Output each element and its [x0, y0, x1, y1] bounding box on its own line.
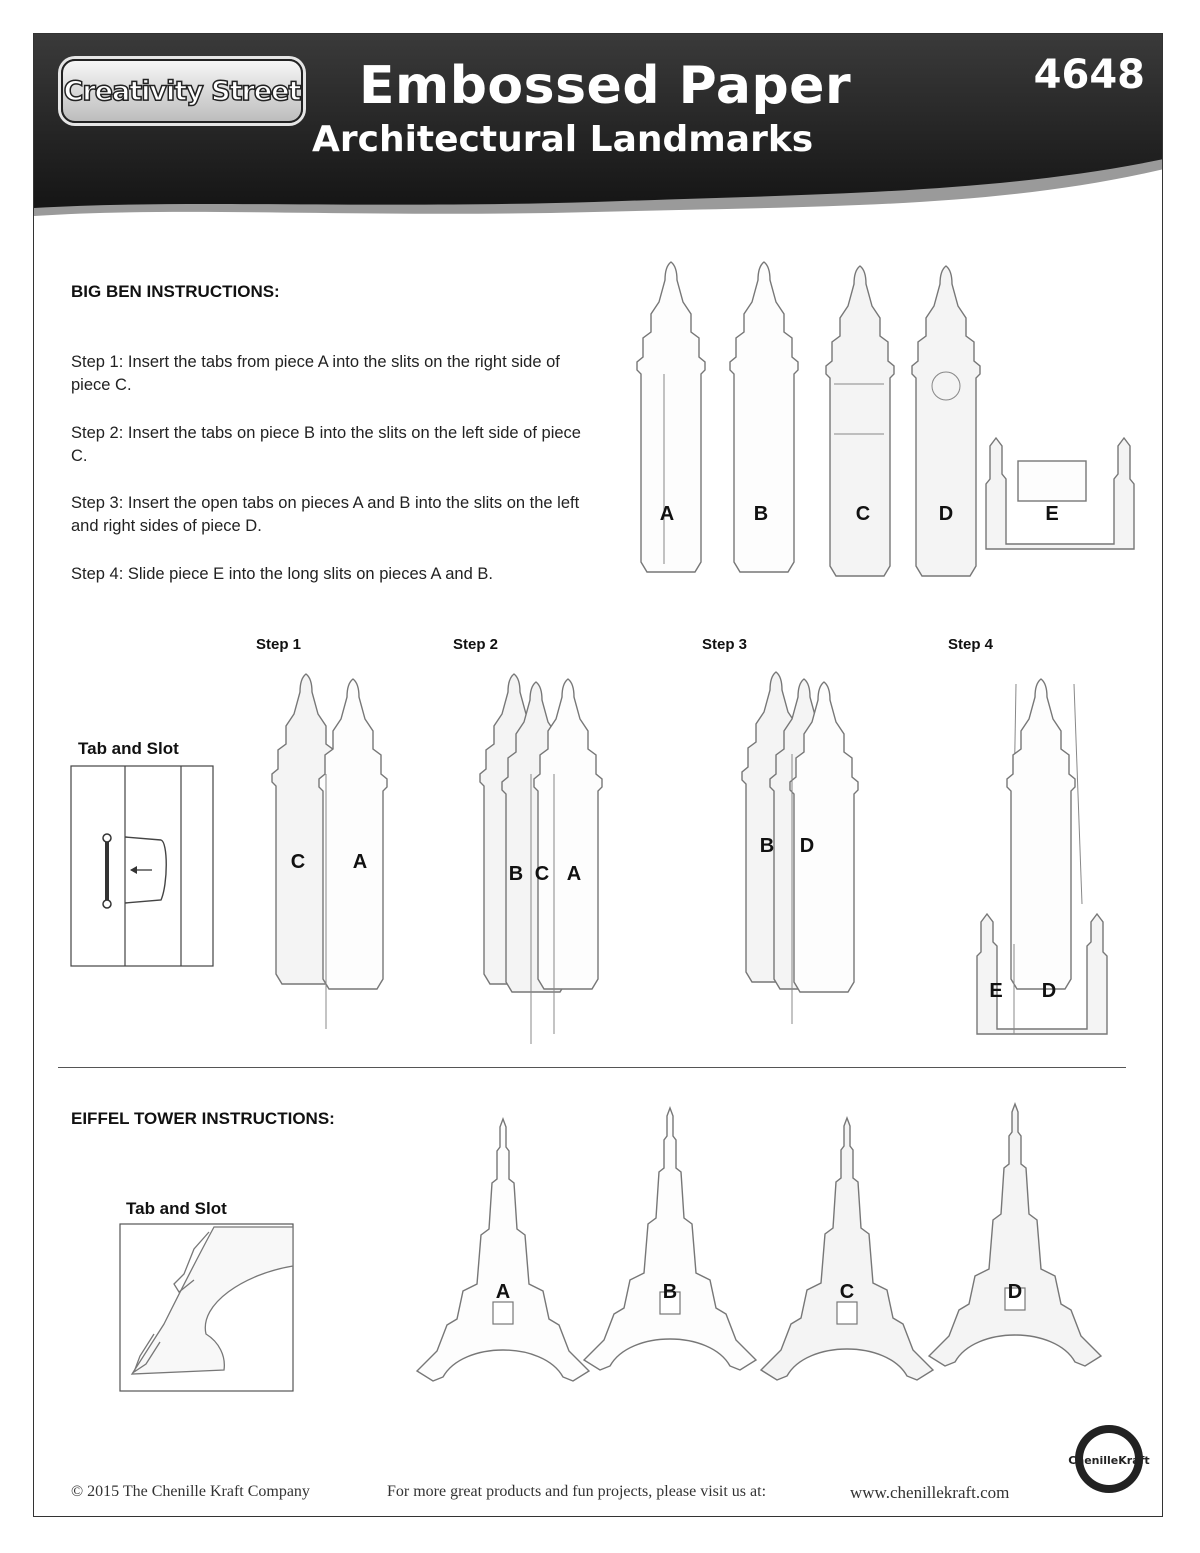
brand-name: Creativity Street	[63, 75, 301, 107]
step-4-label: Step 4	[948, 636, 994, 653]
piece-c-label: C	[855, 503, 871, 525]
big-ben-piece-a	[637, 262, 705, 572]
step-2-illustration	[480, 674, 602, 1044]
page-subtitle: Architectural Landmarks	[312, 119, 814, 160]
big-ben-step-1: Step 1: Insert the tabs from piece A into the slits on the right side of piece C.	[71, 353, 560, 394]
page-title: Embossed Paper	[359, 56, 852, 116]
badge-text: ChenilleKraft	[1068, 1454, 1150, 1467]
step-1-illustration	[272, 674, 387, 1029]
step-2-label-a: A	[566, 863, 582, 885]
chenille-kraft-logo	[1068, 1425, 1149, 1493]
illustrations	[34, 34, 1163, 1517]
step-3-label: Step 3	[702, 636, 748, 653]
eiffel-tab-slot-label: Tab and Slot	[126, 1199, 227, 1218]
big-ben-step-3: Step 3: Insert the open tabs on pieces A and B into the slits on the left and right sides of piece D.	[71, 494, 580, 535]
step-2-label-c: C	[534, 863, 550, 885]
eiffel-piece-c	[761, 1118, 933, 1380]
copyright-text: © 2015 The Chenille Kraft Company	[71, 1483, 310, 1500]
step-4-label-d: D	[1041, 980, 1057, 1002]
promo-text: For more great products and fun projects, please visit us at:	[387, 1483, 767, 1500]
big-ben-tab-slot-diagram	[71, 766, 213, 966]
eiffel-label-b: B	[662, 1281, 678, 1303]
eiffel-heading: EIFFEL TOWER INSTRUCTIONS:	[71, 1109, 335, 1128]
eiffel-piece-b	[584, 1108, 756, 1370]
big-ben-step-4: Step 4: Slide piece E into the long slits on pieces A and B.	[71, 565, 493, 583]
eiffel-label-d: D	[1007, 1281, 1023, 1303]
eiffel-piece-d	[929, 1104, 1101, 1366]
page-frame	[33, 33, 1163, 1517]
big-ben-piece-d	[912, 266, 980, 576]
piece-a-label: A	[659, 503, 675, 525]
piece-d-label: D	[938, 503, 954, 525]
piece-e-label: E	[1045, 503, 1059, 525]
big-ben-piece-b	[730, 262, 798, 572]
step-1-label: Step 1	[256, 636, 302, 653]
step-3-illustration	[742, 672, 858, 1024]
step-1-label-c: C	[290, 851, 306, 873]
eiffel-label-c: C	[839, 1281, 855, 1303]
step-4-label-e: E	[989, 980, 1003, 1002]
big-ben-piece-e	[986, 438, 1134, 549]
step-2-label-b: B	[508, 863, 524, 885]
eiffel-tab-slot-diagram	[120, 1224, 293, 1391]
big-ben-step-2: Step 2: Insert the tabs on piece B into the slits on the left side of piece C.	[71, 424, 581, 465]
big-ben-heading: BIG BEN INSTRUCTIONS:	[71, 282, 280, 301]
big-ben-tab-slot-label: Tab and Slot	[78, 739, 179, 758]
eiffel-piece-a	[417, 1119, 589, 1381]
step-3-label-b: B	[759, 835, 775, 857]
product-number: 4648	[1033, 52, 1145, 98]
step-3-label-d: D	[799, 835, 815, 857]
step-2-label: Step 2	[453, 636, 499, 653]
website-link[interactable]: www.chenillekraft.com	[850, 1483, 1010, 1502]
eiffel-label-a: A	[495, 1281, 511, 1303]
big-ben-piece-c	[826, 266, 894, 576]
piece-b-label: B	[753, 503, 769, 525]
step-1-label-a: A	[352, 851, 368, 873]
step-4-illustration	[977, 679, 1107, 1034]
